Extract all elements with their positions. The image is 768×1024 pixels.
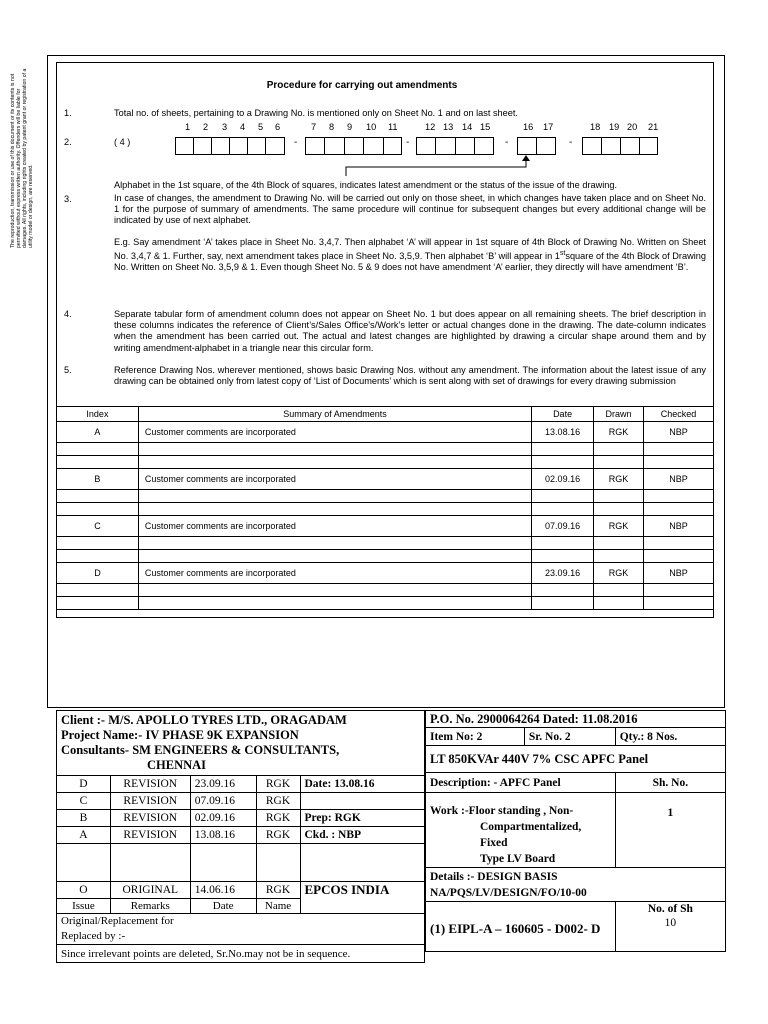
item-2-label: ( 4 )	[114, 137, 131, 147]
blank-row	[57, 537, 714, 550]
amendment-row	[57, 469, 714, 490]
rev-name: RGK	[256, 827, 300, 844]
rev-issue: B	[57, 810, 111, 827]
sheet-no: 1	[615, 793, 725, 868]
amendment-index: D	[57, 563, 139, 584]
details-line-1: Details :- DESIGN BASIS	[430, 870, 558, 883]
replaced-by: Replaced by :-	[61, 930, 126, 942]
copyright-note: The reproduction, transmission or use of this document or its contents is not permitted without express written authority. Offenders will be liable for damages. All rights, including rights created by patent grant or registration of a utility model or design, are reserved.	[10, 68, 34, 248]
amendment-drawn: RGK	[594, 422, 644, 443]
amendments-header-row	[57, 407, 714, 422]
sheet-no-label: Sh. No.	[615, 773, 725, 793]
amendment-row	[57, 422, 714, 443]
blank-row	[57, 584, 714, 597]
header-drawn: Drawn	[594, 407, 644, 422]
header-checked: Checked	[644, 407, 714, 422]
column-number: 6	[275, 122, 281, 132]
header-index: Index	[57, 407, 139, 422]
amendment-index: A	[57, 422, 139, 443]
amendment-checked: NBP	[644, 422, 714, 443]
amendment-drawn: RGK	[594, 516, 644, 537]
rev-remarks: REVISION	[110, 793, 190, 810]
orig-remarks: ORIGINAL	[110, 882, 190, 899]
blank-row	[57, 550, 714, 563]
item-5-number: 5.	[64, 365, 72, 375]
column-number: 4	[240, 122, 246, 132]
procedure-title: Procedure for carrying out amendments	[266, 80, 458, 91]
no-of-sheets-label: No. of Sh	[647, 903, 693, 915]
amendment-index: B	[57, 469, 139, 490]
column-number: 16	[523, 122, 534, 132]
column-number: 11	[388, 122, 398, 132]
footer-remarks: Remarks	[110, 899, 190, 914]
arrow-connector	[340, 155, 540, 177]
work-line-2: Compartmentalized, Fixed	[480, 821, 582, 849]
rev-remarks: REVISION	[110, 810, 190, 827]
amendment-row	[57, 563, 714, 584]
block-4-squares	[517, 137, 556, 155]
item-4-text: Separate tabular form of amendment column does not appear on Sheet No. 1 but does appear on all remaining sheets. The brief description in these columns indicates the reference of Client’s/Sales Office’s/Work’s letter or actual changes done in the drawing. The date-column indicates when the amendment has been carried out. The actual and latest changes are highlighted by drawing a circular shape around them and by writing amendment-alphabet in a triangle near this circular form.	[114, 309, 706, 353]
amendment-summary: Customer comments are incorporated	[138, 469, 531, 490]
block-1-squares	[175, 137, 285, 155]
sequence-note: Since irrelevant points are deleted, Sr.No.may not be in sequence.	[57, 945, 425, 963]
item-4-number: 4.	[64, 309, 72, 319]
dash-1: -	[294, 137, 298, 148]
consultants: Consultants- SM ENGINEERS & CONSULTANTS,	[61, 743, 340, 757]
item-5-text: Reference Drawing Nos. wherever mentioned, shows basic Drawing Nos. without any amendment. The information about the latest issue of any drawing can be obtained only from latest copy of ‘List of Documents’ which is sent along with set of drawings for every drawing submission	[114, 365, 706, 387]
client: Client :- M/S. APOLLO TYRES LTD., ORAGADAM	[61, 713, 347, 727]
column-number: 10	[366, 122, 377, 132]
column-number: 8	[329, 122, 335, 132]
column-number: 5	[258, 122, 264, 132]
item-2-description: Alphabet in the 1st square, of the 4th Block of squares, indicates latest amendment or the status of the issue of the drawing.	[114, 180, 618, 190]
column-number: 13	[443, 122, 454, 132]
rev-remarks: REVISION	[110, 827, 190, 844]
title-block-right	[425, 710, 726, 952]
amendment-drawn: RGK	[594, 563, 644, 584]
column-number: 1	[185, 122, 191, 132]
rev-date: 13.08.16	[190, 827, 256, 844]
amendment-checked: NBP	[644, 563, 714, 584]
footer-issue: Issue	[57, 899, 111, 914]
footer-date: Date	[190, 899, 256, 914]
item-3-number: 3.	[64, 194, 72, 204]
blank-cell	[300, 793, 425, 810]
title-block-left	[56, 710, 425, 963]
block-3-squares	[416, 137, 494, 155]
rev-name: RGK	[256, 810, 300, 827]
dash-3: -	[505, 137, 509, 148]
column-number: 3	[222, 122, 228, 132]
column-number: 17	[543, 122, 554, 132]
blank-row	[57, 503, 714, 516]
blank-row	[57, 597, 714, 610]
checked-field: Ckd. : NBP	[300, 827, 425, 844]
amendment-date: 02.09.16	[532, 469, 594, 490]
column-number: 12	[425, 122, 436, 132]
amendment-index: C	[57, 516, 139, 537]
amendment-checked: NBP	[644, 516, 714, 537]
amendment-checked: NBP	[644, 469, 714, 490]
orig-name: RGK	[256, 882, 300, 899]
column-number: 2	[203, 122, 209, 132]
block-2-squares	[305, 137, 402, 155]
no-of-sheets: 10	[664, 917, 677, 929]
column-number: 19	[609, 122, 620, 132]
blank-row	[57, 456, 714, 469]
rev-issue: C	[57, 793, 111, 810]
column-number: 18	[590, 122, 601, 132]
item-2-number: 2.	[64, 137, 72, 147]
header-summary: Summary of Amendments	[138, 407, 531, 422]
rev-remarks: REVISION	[110, 776, 190, 793]
column-number: 14	[462, 122, 473, 132]
rev-name: RGK	[256, 776, 300, 793]
amendment-summary: Customer comments are incorporated	[138, 563, 531, 584]
rev-date: 07.09.16	[190, 793, 256, 810]
quantity: Qty.: 8 Nos.	[615, 728, 725, 746]
project-name: Project Name:- IV PHASE 9K EXPANSION	[61, 728, 299, 742]
blank-row	[57, 443, 714, 456]
sr-no: Sr. No. 2	[524, 728, 615, 746]
block-5-squares	[582, 137, 658, 155]
column-number: 9	[347, 122, 353, 132]
rev-issue: A	[57, 827, 111, 844]
item-3-text: In case of changes, the amendment to Drawing No. will be carried out only on those sheet, in which changes have taken place and on Sheet No. 1 for the purpose of summary of amendments. The same procedure will continue for subsequent changes but every additional change will be indicated by use of next alphabet.	[114, 193, 706, 226]
amendment-date: 23.09.16	[532, 563, 594, 584]
orig-issue: O	[57, 882, 111, 899]
drawing-number: (1) EIPL-A – 160605 - D002- D	[426, 902, 616, 952]
city: CHENNAI	[147, 758, 207, 772]
prep-field: Prep: RGK	[300, 810, 425, 827]
footer-name: Name	[256, 899, 300, 914]
rev-name: RGK	[256, 793, 300, 810]
column-number: 7	[311, 122, 317, 132]
amendment-summary: Customer comments are incorporated	[138, 516, 531, 537]
amendment-date: 13.08.16	[532, 422, 594, 443]
rev-issue: D	[57, 776, 111, 793]
amendment-drawn: RGK	[594, 469, 644, 490]
amendment-row	[57, 516, 714, 537]
item-3-example: E.g. Say amendment ‘A’ takes place in Sheet No. 3,4,7. Then alphabet ‘A’ will appear in 1st square of 4th Block of Drawing No. Written on Sheet No. 3,4,7 & 1. Further, say, next amendment takes place in Sheet No. 3,5,9. Then alphabet ‘B’ will appear in 1stsquare of the 4th Block of Drawing No. Written on Sheet No. 3,5,9 & 1. Even though Sheet No. 5 & 9 does not have amendment ‘A’ earlier, they directly will have amendment ‘B’.	[114, 237, 706, 273]
dash-2: -	[406, 137, 410, 148]
details-line-2: NA/PQS/LV/DESIGN/FO/10-00	[430, 886, 587, 899]
description: Description: - APFC Panel	[426, 773, 616, 793]
date-field: Date: 13.08.16	[300, 776, 425, 793]
work-line-1: Work :-Floor standing , Non-	[430, 805, 574, 817]
item-1-number: 1.	[64, 108, 72, 118]
header-date: Date	[532, 407, 594, 422]
po-number: P.O. No. 2900064264 Dated: 11.08.2016	[426, 711, 726, 728]
amendment-summary: Customer comments are incorporated	[138, 422, 531, 443]
work-line-3: Type LV Board	[480, 853, 556, 865]
rev-date: 23.09.16	[190, 776, 256, 793]
company-name: EPCOS INDIA	[300, 882, 425, 914]
column-number: 21	[648, 122, 659, 132]
dash-4: -	[569, 137, 573, 148]
amendment-date: 07.09.16	[532, 516, 594, 537]
amendments-table	[56, 406, 714, 610]
column-number: 20	[627, 122, 638, 132]
column-number: 15	[480, 122, 491, 132]
item-no: Item No: 2	[426, 728, 525, 746]
blank-row	[57, 490, 714, 503]
rev-date: 02.09.16	[190, 810, 256, 827]
original-replacement: Original/Replacement for	[61, 915, 174, 927]
item-1-text: Total no. of sheets, pertaining to a Drawing No. is mentioned only on Sheet No. 1 and on last sheet.	[114, 108, 518, 118]
panel-spec: LT 850KVAr 440V 7% CSC APFC Panel	[426, 746, 726, 773]
orig-date: 14.06.16	[190, 882, 256, 899]
